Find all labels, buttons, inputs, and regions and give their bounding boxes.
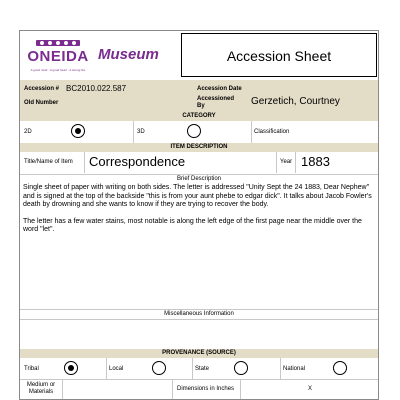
old-number-label: Old Number: [24, 100, 59, 106]
local-label: Local: [109, 366, 124, 372]
sheet-header: [20, 31, 378, 79]
misc-info-label: Miscellaneous Information: [20, 309, 378, 317]
accession-block: [20, 80, 378, 112]
logo-tagline: A good mind · A good heart · A strong fire: [30, 68, 86, 72]
dimension-width-field[interactable]: [244, 382, 304, 396]
provenance-header: PROVENANCE (SOURCE): [20, 349, 378, 358]
medium-label: Medium or Materials: [26, 382, 56, 395]
brief-description-label: Brief Description: [20, 174, 378, 182]
year-field[interactable]: 1883: [301, 154, 330, 169]
title-box: [181, 33, 377, 77]
brief-description-field[interactable]: [20, 184, 378, 308]
title-row: [20, 152, 378, 173]
accession-number-field[interactable]: BC2010.022.587: [66, 84, 127, 93]
dimensions-separator: X: [308, 386, 313, 392]
state-label: State: [195, 366, 210, 372]
local-radio[interactable]: [152, 361, 166, 375]
title-field[interactable]: Correspondence: [89, 154, 186, 169]
medium-field[interactable]: [64, 382, 170, 396]
national-label: National: [283, 366, 306, 372]
brief-description-paragraph-1: Single sheet of paper with writing on both sides. The letter is addressed "Unity Sept the 24 1883, Dear Nephew" and is signed at the top of the backside "this is from your aunt phebe to edgar dick". It talks about Jacob Fowler's death by drowning and she wants to know if they are trying to recover the body.: [23, 184, 372, 209]
state-radio[interactable]: [234, 361, 248, 375]
sheet-title: Accession Sheet: [226, 48, 332, 64]
materials-row: [20, 380, 378, 399]
category-row: [20, 121, 378, 143]
item-description-header: ITEM DESCRIPTION: [20, 143, 378, 152]
option-3d-radio[interactable]: [187, 124, 201, 138]
accession-number-label: Accession #: [24, 86, 60, 92]
classification-field[interactable]: [300, 126, 374, 138]
wampum-belt-icon: [36, 38, 80, 48]
national-radio[interactable]: [333, 361, 347, 375]
tribal-radio[interactable]: [64, 361, 78, 375]
accession-date-field[interactable]: [252, 84, 372, 94]
dimension-height-field[interactable]: [316, 382, 374, 396]
option-3d-label: 3D: [137, 129, 145, 135]
dimensions-label: Dimensions in Inches: [177, 386, 235, 392]
accessioned-by-field[interactable]: Gerzetich, Courtney: [251, 96, 340, 107]
brief-description-paragraph-2: The letter has a few water stains, most notable is along the left edge of the first page near the middle over the word "let".: [23, 217, 362, 234]
accession-sheet: [19, 30, 379, 400]
year-label: Year: [280, 159, 293, 165]
provenance-row: [20, 358, 378, 380]
category-header: CATEGORY: [20, 112, 378, 121]
title-label: Title/Name of Item: [24, 159, 73, 165]
tribal-label: Tribal: [24, 366, 39, 372]
museum-label: Museum: [98, 46, 159, 63]
classification-label: Classification: [254, 129, 290, 135]
old-number-field[interactable]: [66, 98, 186, 108]
accessioned-by-label: Accessioned By: [197, 96, 235, 109]
option-2d-label: 2D: [24, 129, 32, 135]
accession-date-label: Accession Date: [197, 86, 242, 92]
logo-text: ONEIDA: [27, 48, 89, 65]
option-2d-radio[interactable]: [71, 124, 85, 138]
oneida-logo: [24, 35, 92, 77]
